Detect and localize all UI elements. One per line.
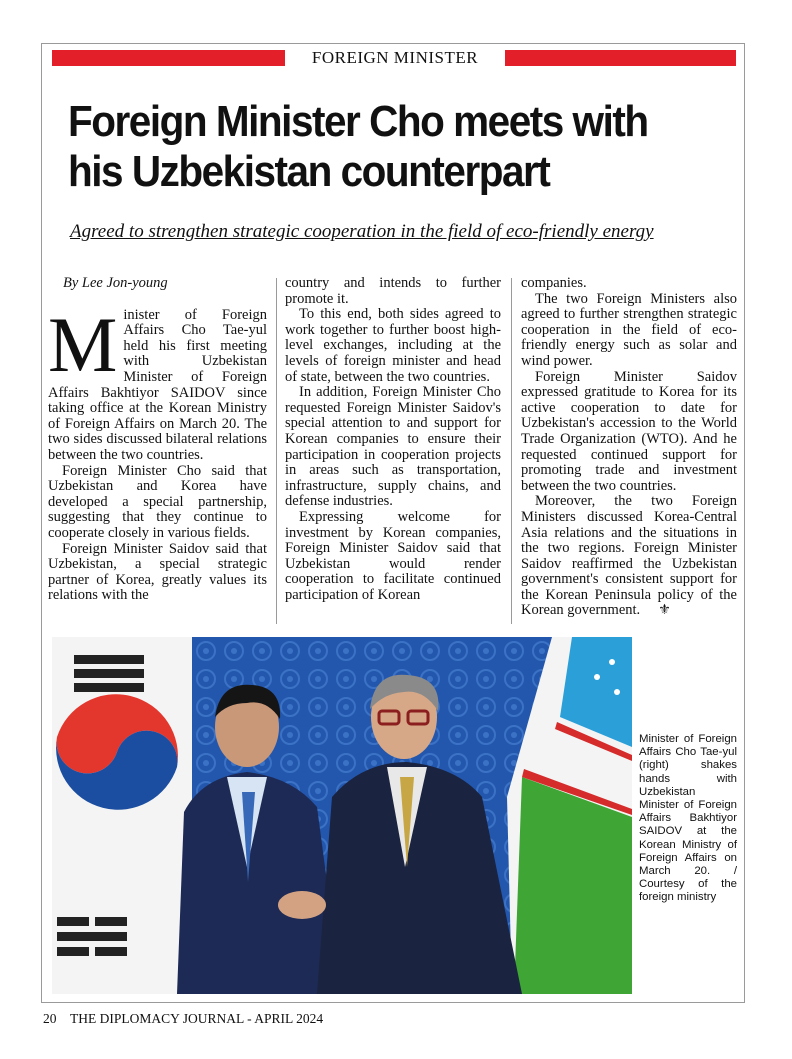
article-column-1 xyxy=(48,276,267,604)
page-footer xyxy=(43,1011,323,1027)
section-bar-right xyxy=(505,50,736,66)
handshake xyxy=(278,891,326,919)
article-column-3 xyxy=(521,276,737,619)
photo-caption: Minister of Foreign Affairs Cho Tae-yul (right) shakes hands with Uzbekistan Minister of Foreign Affairs Bakhtiyor SAIDOV at the Korean Ministry of Foreign Affairs on March 20. / Courtesy of the foreign ministry xyxy=(639,733,737,904)
byline: By Lee Jon-young xyxy=(63,275,168,291)
end-mark-icon: ⚜ xyxy=(658,603,671,619)
article-paragraph: companies. xyxy=(521,275,587,291)
article-paragraph: country and intends to further promote it. xyxy=(285,275,501,307)
article-column-2 xyxy=(285,276,501,603)
korean-flag-icon xyxy=(52,637,192,994)
column-divider xyxy=(276,278,277,624)
column-divider xyxy=(511,278,512,624)
drop-cap: M xyxy=(48,300,118,388)
headline: Foreign Minister Cho meets with his Uzbekistan counterpart xyxy=(68,97,648,196)
article-text: Moreover, the two Foreign Ministers discussed Korea-Central Asia relations and the situations in the two regions. Foreign Minister Saidov reaffirmed the Uzbekistan government's consistent support for the Korean Peninsula policy of the Korean government. xyxy=(521,493,737,619)
section-bar-left xyxy=(52,50,285,66)
article-paragraph: In addition, Foreign Minister Cho requested Foreign Minister Saidov's special attention to and support for Korean companies to ensure their participation in cooperation projects in areas such as transportation, infrastructure, supply chains, and defense industries. xyxy=(285,384,501,510)
article-text: inister of Foreign Affairs Cho Tae-yul held his first meeting with Uzbekistan Minister of Foreign Affairs Bakhtiyor SAIDOV since taking office at the Korean Ministry of Foreign Affairs on March 20. The two sides discussed bilateral relations between the two countries. xyxy=(48,306,267,463)
article-paragraph: Foreign Minister Saidov said that Uzbekistan, a special strategic partner of Korea, greatly values its relations with the xyxy=(48,540,267,604)
subheadline: Agreed to strengthen strategic cooperation in the field of eco-friendly energy xyxy=(70,221,654,242)
article-paragraph xyxy=(521,494,737,619)
article-paragraph: To this end, both sides agreed to work together to further boost high-level exchanges, including at the levels of foreign minister and head of state, between the two countries. xyxy=(285,306,501,385)
section-label: FOREIGN MINISTER xyxy=(311,48,479,67)
article-paragraph: Foreign Minister Cho said that Uzbekistan and Korea have developed a special partnership, suggesting that they continue to cooperate closely in various fields. xyxy=(48,462,267,541)
publication-name: THE DIPLOMACY JOURNAL - APRIL 2024 xyxy=(70,1011,324,1026)
article-photo xyxy=(52,637,632,994)
article-paragraph: Expressing welcome for investment by Korean companies, Foreign Minister Saidov said that Uzbekistan would render cooperation to facilitate continued participation of Korean xyxy=(285,508,501,603)
article-paragraph: The two Foreign Ministers also agreed to further strengthen strategic cooperation in the field of eco-friendly energy such as solar and wind power. xyxy=(521,290,737,369)
article-paragraph xyxy=(48,300,267,464)
page-number: 20 xyxy=(43,1011,57,1026)
article-paragraph: Foreign Minister Saidov expressed gratitude to Korea for its active cooperation to date for Uzbekistan's accession to the World Trade Organization (WTO). And he requested continued support for promoting trade and investment between the two countries. xyxy=(521,368,737,494)
